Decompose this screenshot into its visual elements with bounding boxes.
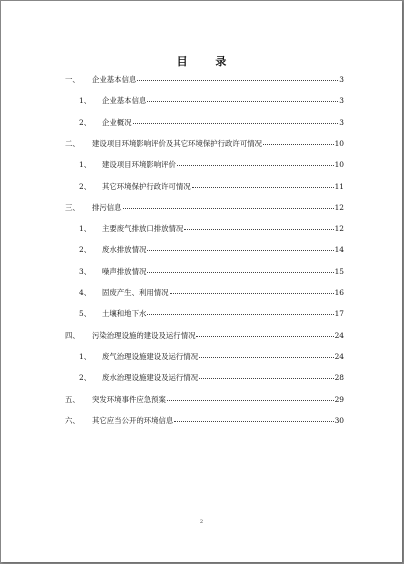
toc-entry-title: 企业概况	[102, 117, 132, 127]
toc-entry[interactable]	[79, 287, 344, 301]
toc-entry[interactable]	[79, 244, 344, 258]
toc-entry-number: 1、	[79, 96, 92, 106]
toc-dot-leader	[192, 187, 334, 188]
toc-entry[interactable]	[65, 202, 344, 216]
toc-entry-page: 29	[334, 394, 344, 404]
toc-entry[interactable]	[79, 181, 344, 195]
toc-dot-leader	[167, 400, 334, 401]
toc-entry[interactable]	[79, 159, 344, 173]
toc-entry-number: 二、	[65, 138, 80, 148]
toc-entry-number: 2、	[79, 373, 92, 383]
toc-entry-number: 2、	[79, 181, 92, 191]
toc-entry-page: 3	[339, 96, 344, 106]
toc-entry[interactable]	[79, 266, 344, 280]
toc-entry-title: 企业基本信息	[92, 75, 137, 84]
toc-entry[interactable]	[79, 117, 344, 131]
toc-entry-number: 六、	[65, 415, 80, 425]
toc-dot-leader	[170, 293, 334, 294]
toc-entry-title: 其它应当公开的环境信息	[92, 415, 174, 425]
toc-entry-title: 噪声排放情况	[102, 266, 147, 276]
toc-entry[interactable]	[79, 372, 344, 386]
toc-entry[interactable]	[65, 394, 344, 408]
toc-dot-leader	[199, 357, 334, 358]
toc-entry-number: 1、	[79, 160, 92, 170]
toc-entry-title: 突发环境事件应急预案	[92, 394, 166, 404]
toc-entry-number: 1、	[79, 351, 92, 361]
toc-dot-leader	[263, 144, 334, 145]
toc-entry[interactable]	[65, 415, 344, 429]
toc-entry-title: 企业基本信息	[102, 96, 147, 106]
toc-dot-leader	[123, 208, 334, 209]
toc-entry-page: 3	[339, 75, 344, 84]
toc-dot-leader	[147, 101, 338, 102]
toc-entry[interactable]	[79, 308, 344, 322]
toc-entry[interactable]	[79, 351, 344, 365]
toc-entry-page: 24	[334, 351, 344, 361]
toc-entry-number: 三、	[65, 202, 80, 212]
toc-entry-title: 废水治理设施建设及运行情况	[102, 373, 199, 383]
toc-entry-page: 11	[334, 181, 344, 191]
toc-entry-number: 1、	[79, 224, 92, 234]
toc-dot-leader	[174, 421, 333, 422]
toc-entry-page: 12	[334, 224, 344, 234]
toc-entry-title: 土壤和地下水	[102, 309, 147, 319]
table-of-contents	[1, 74, 402, 434]
toc-entry-number: 3、	[79, 266, 92, 276]
toc-dot-leader	[147, 314, 333, 315]
toc-dot-leader	[147, 272, 333, 273]
toc-entry-page: 14	[334, 245, 344, 255]
toc-entry-number: 四、	[65, 330, 80, 340]
toc-entry-page: 15	[334, 266, 344, 276]
toc-entry-number: 5、	[79, 309, 92, 319]
toc-entry-page: 10	[334, 160, 344, 170]
toc-entry[interactable]	[65, 330, 344, 344]
toc-title: 目 录	[176, 55, 239, 68]
toc-entry-title: 建设项目环境影响评价及其它环境保护行政许可情况	[92, 138, 262, 148]
toc-entry[interactable]	[65, 74, 344, 88]
toc-entry-title: 建设项目环境影响评价	[102, 160, 176, 170]
page-number: 2	[199, 519, 204, 525]
toc-entry-title: 废水排放情况	[102, 245, 147, 255]
toc-dot-leader	[137, 80, 338, 81]
toc-entry-page: 17	[334, 309, 344, 319]
toc-dot-leader	[133, 123, 339, 124]
toc-entry-page: 24	[334, 330, 344, 340]
toc-dot-leader	[147, 250, 333, 251]
toc-entry-number: 五、	[65, 394, 80, 404]
toc-entry-page: 16	[334, 288, 344, 297]
toc-entry-number: 一、	[65, 75, 80, 84]
toc-entry-title: 废气治理设施建设及运行情况	[102, 351, 199, 361]
toc-dot-leader	[184, 229, 333, 230]
toc-entry-page: 3	[339, 117, 344, 127]
toc-entry-page: 12	[334, 202, 344, 212]
toc-entry-page: 28	[334, 373, 344, 383]
toc-entry-page: 30	[334, 415, 344, 425]
document-page	[1, 1, 402, 562]
toc-dot-leader	[199, 378, 334, 379]
toc-entry-number: 2、	[79, 117, 92, 127]
toc-entry-title: 排污信息	[92, 202, 122, 212]
toc-entry[interactable]	[79, 223, 344, 237]
toc-dot-leader	[196, 336, 333, 337]
toc-entry-title: 其它环境保护行政许可情况	[102, 181, 191, 191]
toc-entry-page: 10	[334, 138, 344, 148]
toc-dot-leader	[177, 165, 334, 166]
toc-entry-title: 主要废气排放口排放情况	[102, 224, 184, 234]
toc-entry[interactable]	[65, 138, 344, 152]
toc-entry-title: 污染治理设施的建设及运行情况	[92, 330, 196, 340]
toc-entry-number: 4、	[79, 288, 92, 297]
toc-entry-title: 固废产生、利用情况	[102, 288, 169, 297]
toc-entry-number: 2、	[79, 245, 92, 255]
toc-entry[interactable]	[79, 95, 344, 109]
